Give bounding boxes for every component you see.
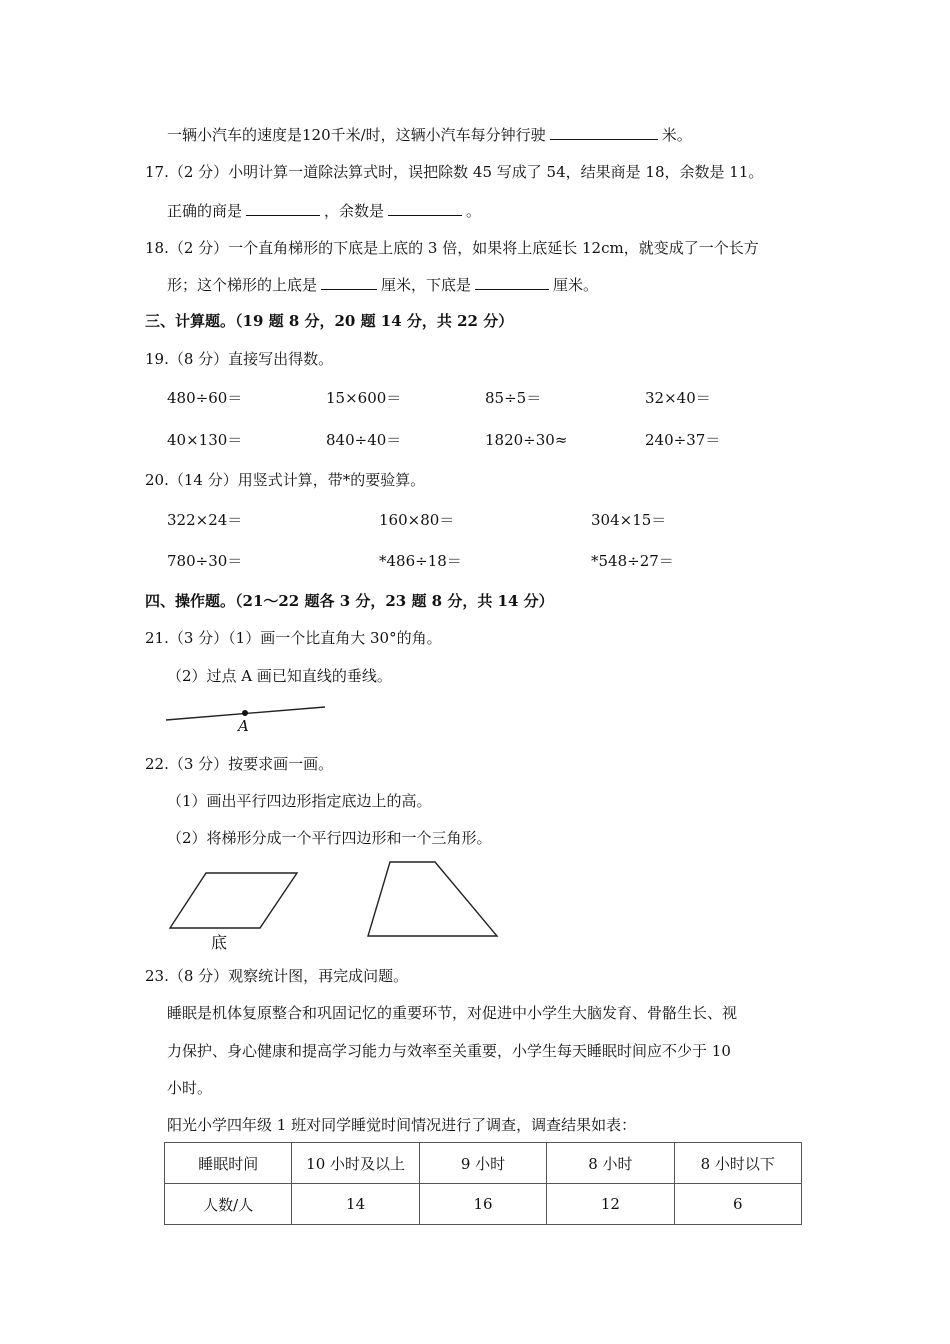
q23-title: 23.（8 分）观察统计图，再完成问题。 <box>145 967 409 985</box>
q23-survey-intro: 阳光小学四年级 1 班对同学睡觉时间情况进行了调查，调查结果如表： <box>167 1116 637 1134</box>
table-cell: 人数/人 <box>165 1184 292 1225</box>
point-a-label: A <box>238 717 249 735</box>
table-cell: 14 <box>292 1184 419 1225</box>
table-header-cell: 睡眠时间 <box>165 1143 292 1184</box>
q20-title: 20.（14 分）用竖式计算，带*的要验算。 <box>145 471 426 489</box>
q19-item: 40×130＝ <box>167 431 243 449</box>
q19-item: 85÷5＝ <box>485 389 542 407</box>
q17-quotient-label: 正确的商是 <box>167 202 243 220</box>
q20-item: 322×24＝ <box>167 511 243 529</box>
q17-title: 17.（2 分）小明计算一道除法算式时，误把除数 45 写成了 54，结果商是 18，余数是 11。 <box>145 163 764 181</box>
q20-item: *548÷27＝ <box>591 552 674 570</box>
base-label: 底 <box>211 933 228 952</box>
section-4-heading: 四、操作题。（21～22 题各 3 分，23 题 8 分，共 14 分） <box>145 592 554 610</box>
q16-text: 一辆小汽车的速度是120千米/时，这辆小汽车每分钟行驶 <box>167 126 546 144</box>
q18-bottom-label: 厘米，下底是 <box>381 276 472 294</box>
q22-title: 22.（3 分）按要求画一画。 <box>145 755 334 773</box>
q19-item: 1820÷30≈ <box>485 431 568 449</box>
table-cell: 16 <box>419 1184 546 1225</box>
q22-sub2: （2）将梯形分成一个平行四边形和一个三角形。 <box>167 829 492 847</box>
table-header-cell: 9 小时 <box>419 1143 546 1184</box>
q21-title: 21.（3 分）（1）画一个比直角大 30°的角。 <box>145 629 442 647</box>
q19-title: 19.（8 分）直接写出得数。 <box>145 350 334 368</box>
q17-remainder-label: ，余数是 <box>324 202 385 220</box>
sleep-table <box>164 1142 802 1225</box>
q20-item: *486÷18＝ <box>379 552 462 570</box>
q20-item: 304×15＝ <box>591 511 667 529</box>
q19-item: 840÷40＝ <box>326 431 402 449</box>
parallelogram <box>170 873 297 928</box>
q18-end: 厘米。 <box>553 276 599 294</box>
q19-item: 240÷37＝ <box>645 431 721 449</box>
table-header-cell: 8 小时 <box>547 1143 674 1184</box>
point-a <box>242 710 248 716</box>
q16-unit: 米。 <box>661 126 692 144</box>
q22-sub1: （1）画出平行四边形指定底边上的高。 <box>167 792 432 810</box>
q17-end: 。 <box>466 202 482 220</box>
table-header-cell: 8 小时以下 <box>674 1143 801 1184</box>
q23-paragraph-line: 睡眠是机体复原整合和巩固记忆的重要环节，对促进中小学生大脑发育、骨骼生长、视 <box>167 1004 738 1022</box>
q21-line-figure <box>166 707 325 735</box>
table-row <box>165 1184 802 1225</box>
trapezoid <box>368 862 497 936</box>
table-header-cell: 10 小时及以上 <box>292 1143 419 1184</box>
table-cell: 6 <box>674 1184 801 1225</box>
q19-item: 15×600＝ <box>326 389 402 407</box>
q18-title: 18.（2 分）一个直角梯形的下底是上底的 3 倍，如果将上底延长 12cm，就变成了一个长方 <box>145 239 759 257</box>
q21-sub2: （2）过点 A 画已知直线的垂线。 <box>167 667 392 685</box>
table-header-row <box>165 1143 802 1184</box>
q23-paragraph-line: 力保护、身心健康和提高学习能力与效率至关重要，小学生每天睡眠时间应不少于 10 <box>167 1042 731 1060</box>
q19-item: 32×40＝ <box>645 389 711 407</box>
q18-top-label: 形；这个梯形的上底是 <box>167 276 318 294</box>
q20-item: 160×80＝ <box>379 511 455 529</box>
q19-item: 480÷60＝ <box>167 389 243 407</box>
q20-item: 780÷30＝ <box>167 552 243 570</box>
q23-paragraph-line: 小时。 <box>167 1079 213 1097</box>
table-cell: 12 <box>547 1184 674 1225</box>
section-3-heading: 三、计算题。（19 题 8 分，20 题 14 分，共 22 分） <box>145 312 514 330</box>
trapezoid-figure <box>368 862 497 936</box>
parallelogram-figure <box>170 873 297 952</box>
